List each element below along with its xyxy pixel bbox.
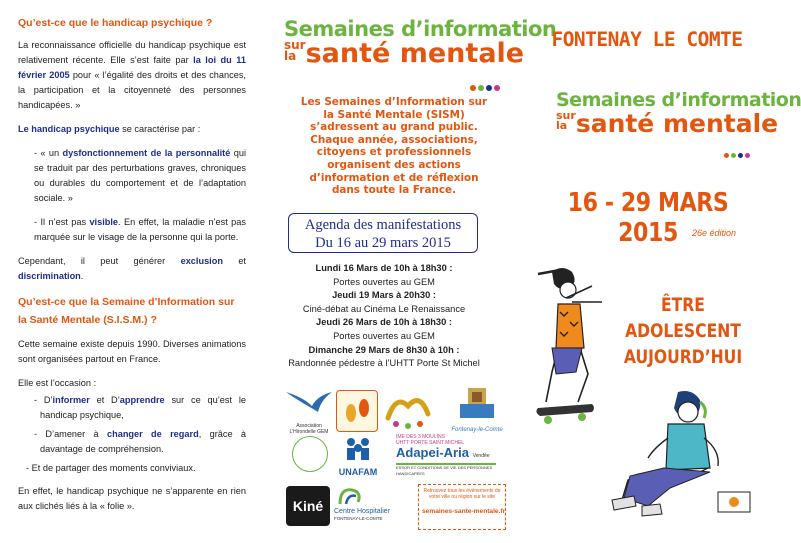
- agenda-title-box: Agenda des manifestations Du 16 au 29 mars 2015: [288, 213, 478, 253]
- paragraph-visible: - Il n’est pas visible. En effet, la maladie n’est pas marquée sur le visage de la personne qui la porte.: [34, 217, 246, 242]
- partner-logo-adapei: IME DES 3 MOULINS UHTT PORTE SAINT MICHEL Adapei-Aria Vendée ESSOR ET CONDITIONS DE VIE DES PERSONNES HANDICAPÉES: [396, 434, 504, 474]
- partner-logo-unafam: UNAFAM: [336, 436, 380, 480]
- left-panel: [0, 0, 256, 543]
- swallow-icon: [284, 386, 334, 418]
- logo-dot: [486, 85, 492, 91]
- pas-sage-logo-icon: [382, 388, 434, 432]
- paragraph-dysfonctionnement: - « un dysfonctionnement de la personnalité qui se traduit par des perturbations graves, chroniques ou durables du comportement et de l’adaptation sociale. »: [34, 148, 246, 203]
- city-title: FONTENAY LE COMTE: [551, 28, 743, 51]
- fountain-icon: [446, 384, 508, 422]
- website-link[interactable]: semaines-sante-mentale.fr: [422, 508, 506, 515]
- event-item: Dimanche 29 Mars de 8h30 à 10h : Randonnée pédestre à l’UHTT Porte St Michel: [288, 344, 480, 369]
- partner-logo-circle: [292, 436, 328, 472]
- footprints-icon: [337, 391, 377, 431]
- paragraph-exclusion: Cependant, il peut générer exclusion et discrimination.: [18, 256, 246, 281]
- list-item-informer: - D’informer et D’apprendre sur ce qu’est le handicap psychique,: [34, 395, 246, 420]
- event-item: Jeudi 19 Mars à 20h30 : Ciné-débat au Cinéma Le Renaissance: [302, 290, 466, 314]
- theme-title: ÊTRE ADOLESCENT AUJOURD’HUI: [623, 294, 743, 368]
- paragraph-depuis-1990: Cette semaine existe depuis 1990. Diverses animations sont organisées partout en France.: [18, 339, 246, 364]
- heading-sism: Qu’est-ce que la Semaine d’Information sur la Santé Mentale (S.I.S.M.) ?: [18, 296, 235, 326]
- list-item-regard: - D’amener à changer de regard, grâce à davantage de compréhension.: [34, 429, 247, 454]
- heading-handicap: Qu’est-ce que le handicap psychique ?: [18, 17, 213, 29]
- event-program: [276, 262, 492, 371]
- logo-dots: [470, 78, 502, 96]
- hospital-swirl-icon: [336, 486, 366, 508]
- partner-website-box: Retrouvez tous les événements de votre ville ou région sur le site semaines-sante-mentale.fr: [418, 484, 506, 530]
- logo-dot: [478, 85, 484, 91]
- logo-dot: [494, 85, 500, 91]
- sism-intro-text: Les Semaines d’Information sur la Santé Mentale (SISM) s’adressent au grand public. Chaque année, associations, citoyens et professionnels organisent des actions d’information et de réflexion dans toute la France.: [300, 96, 488, 197]
- partner-logo-pas-sage: [382, 388, 434, 432]
- partner-logo-fontenay: Fontenay-le-Comte: [446, 384, 508, 434]
- paragraph-reconnaissance: La reconnaissance officielle du handicap psychique est relativement récente. Elle s’est faite par la loi du 11 février 2005 pour « l’égalité des droits et des chances, la participation et la citoyenneté des personnes handicapées. »: [18, 40, 246, 110]
- logo-dot: [470, 85, 476, 91]
- paragraph-folie: En effet, le handicap psychique ne s’apparente en rien aux clichés liés à la « folie ».: [18, 486, 246, 511]
- logo-dot: [731, 153, 736, 158]
- paragraph-occasion: Elle est l’occasion :: [18, 378, 97, 388]
- partner-logo-chs: Centre Hospitalier FONTENAY-LE-COMTE: [334, 486, 410, 526]
- event-item: Lundi 16 Mars de 10h à 18h30 : Portes ouvertes au GEM: [315, 263, 453, 287]
- right-panel: [512, 0, 801, 543]
- partner-logo-footprints: [336, 390, 378, 432]
- logo-dot: [745, 153, 750, 158]
- sism-logo-cover: Semaines d’information sur la santé mentale: [556, 90, 801, 137]
- partner-logo-kino: Kiné: [286, 486, 330, 526]
- middle-panel: [256, 0, 557, 543]
- logo-dot: [724, 153, 729, 158]
- logo-dot: [738, 153, 743, 158]
- people-icon: [343, 436, 373, 462]
- logo-dots: [724, 145, 752, 163]
- edition-label: 26e édition: [692, 228, 737, 238]
- event-dates: 16 - 29 MARS 2015: [567, 188, 729, 248]
- event-item: Jeudi 26 Mars de 10h à 18h30 : Portes ouvertes au GEM: [316, 317, 452, 341]
- paragraph-caracterise: Le handicap psychique se caractérise par :: [18, 124, 201, 134]
- list-item-conviviaux: - Et de partager des moments conviviaux.: [26, 463, 196, 473]
- loi-reference: la loi du 11 février 2005: [18, 55, 246, 80]
- sism-logo: Semaines d’information sur la santé mentale: [284, 18, 556, 68]
- partner-logo-hirondelle: Association L’Hirondelle GEM: [284, 386, 334, 446]
- seated-teen-illustration: [608, 388, 758, 526]
- skater-illustration: [532, 262, 618, 452]
